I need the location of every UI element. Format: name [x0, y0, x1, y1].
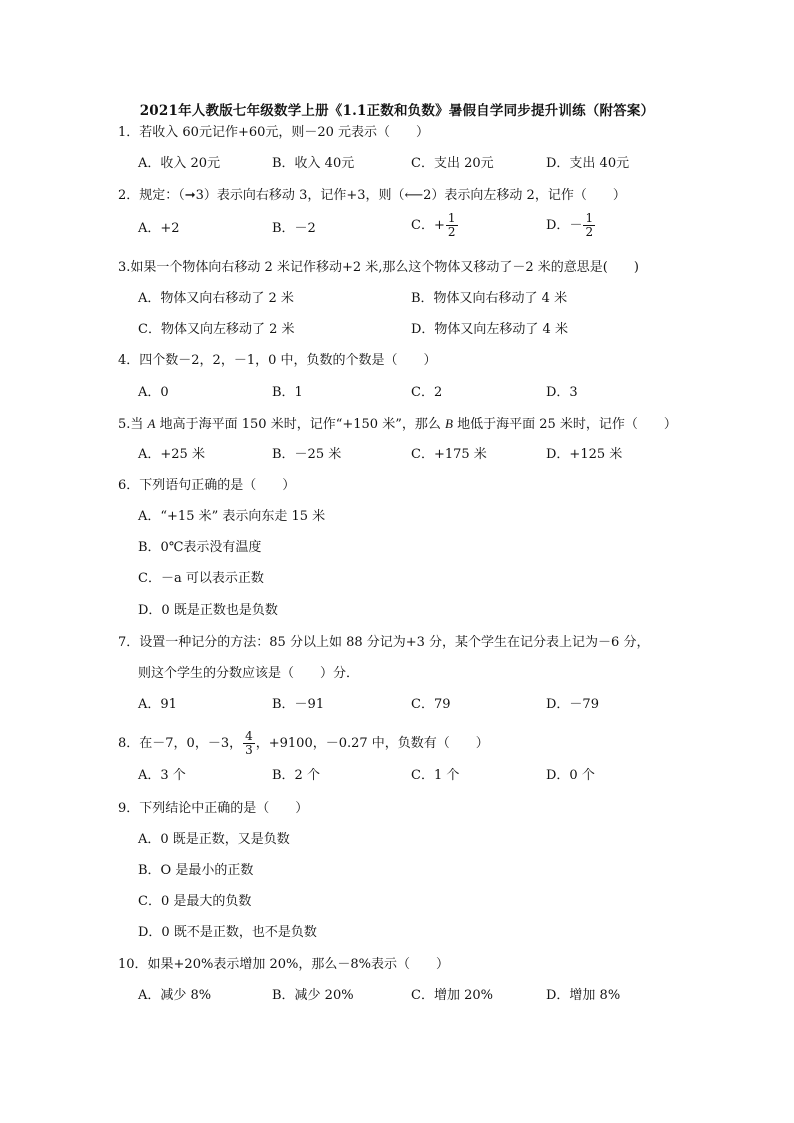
question-10-option-a: A．减少 8%	[138, 988, 212, 1003]
fraction	[446, 212, 458, 239]
question-8-option-b: B．2 个	[272, 768, 320, 783]
fraction-numerator: 1	[447, 211, 456, 225]
question-6-option-a: A．“+15 米” 表示向东走 15 米	[138, 509, 326, 524]
question-6-option-c: C．－a 可以表示正数	[138, 571, 264, 586]
fraction-denominator: 2	[447, 225, 456, 239]
question-6-stem: 6．下列语句正确的是（ ）	[118, 478, 296, 493]
question-3-option-c: C．物体又向左移动了 2 米	[138, 322, 295, 337]
fraction-numerator: 1	[585, 211, 594, 225]
question-8-option-a: A．3 个	[138, 768, 186, 783]
question-3-option-b: B．物体又向右移动了 4 米	[411, 291, 568, 306]
question-1-stem: 1．若收入 60元记作+60元，则－20 元表示（ ）	[118, 125, 430, 140]
question-9-option-d: D．0 既不是正数，也不是负数	[138, 925, 317, 940]
question-4-option-b: B．1	[272, 385, 303, 400]
question-9-stem: 9．下列结论中正确的是（ ）	[118, 801, 309, 816]
fraction-sign: －	[569, 217, 583, 233]
question-8-stem	[118, 730, 489, 757]
question-1-option-c: C．支出 20元	[411, 156, 494, 171]
question-7-stem: 7．设置一种记分的方法：85 分以上如 88 分记为+3 分，某个学生在记分表上记为－6 分，	[118, 635, 650, 650]
question-2-option-d	[546, 212, 596, 239]
question-10-option-d: D．增加 8%	[546, 988, 621, 1003]
question-4-option-a: A．0	[138, 385, 169, 400]
stem-text: 5.当	[118, 417, 148, 432]
fraction	[583, 212, 595, 239]
question-10-stem: 10．如果+20%表示增加 20%，那么－8%表示（ ）	[118, 957, 449, 972]
stem-text: 地低于海平面 25 米时，记作（ ）	[452, 417, 677, 432]
fraction	[243, 730, 255, 757]
question-7-option-b: B．－91	[272, 697, 325, 712]
option-label: D．	[546, 217, 570, 233]
question-4-stem: 4．四个数－2，2，－1，0 中，负数的个数是（ ）	[118, 353, 437, 368]
question-5-option-d: D．+125 米	[546, 447, 623, 462]
question-7-option-d: D．－79	[546, 697, 599, 712]
fraction-denominator: 3	[245, 743, 253, 757]
question-4-option-c: C．2	[411, 385, 443, 400]
question-1-option-b: B．收入 40元	[272, 156, 355, 171]
question-10-option-b: B．减少 20%	[272, 988, 354, 1003]
question-8-option-d: D．0 个	[546, 768, 595, 783]
question-1-option-d: D．支出 40元	[546, 156, 630, 171]
point-b-label: B	[444, 416, 453, 431]
question-9-option-a: A．0 既是正数，又是负数	[138, 832, 290, 847]
stem-text: 地高于海平面 150 米时，记作“+150 米”，那么	[155, 417, 445, 432]
question-3-option-d: D．物体又向左移动了 4 米	[411, 322, 568, 337]
question-6-option-d: D．0 既是正数也是负数	[138, 603, 278, 618]
fraction-denominator: 2	[585, 225, 594, 239]
question-5-option-a: A．+25 米	[138, 447, 205, 462]
question-8-option-c: C．1 个	[411, 768, 460, 783]
stem-text: ，+9100，－0.27 中，负数有（ ）	[255, 735, 489, 751]
question-3-stem: 3.如果一个物体向右移动 2 米记作移动+2 米,那么这个物体又移动了－2 米的意思是( )	[118, 260, 639, 275]
question-2-stem: 2．规定：（➞3）表示向右移动 3，记作+3，则（⟵2）表示向左移动 2，记作（ ）	[118, 188, 626, 203]
document-title: 2021年人教版七年级数学上册《1.1正数和负数》暑假自学同步提升训练（附答案）	[139, 103, 655, 119]
question-2-option-b: B．－2	[272, 221, 316, 236]
stem-text: 8．在－7，0，－3，	[118, 735, 243, 751]
question-6-option-b: B．0℃表示没有温度	[138, 540, 262, 555]
fraction-sign: +	[433, 217, 445, 233]
question-7-option-c: C．79	[411, 697, 451, 712]
point-a-label: A	[147, 416, 156, 431]
question-5-option-c: C．+175 米	[411, 447, 487, 462]
question-10-option-c: C．增加 20%	[411, 988, 493, 1003]
question-5-stem	[118, 415, 677, 434]
fraction-numerator: 4	[245, 729, 253, 743]
question-9-option-c: C．0 是最大的负数	[138, 894, 252, 909]
question-7-stem-continued: 则这个学生的分数应该是（ ）分．	[138, 666, 360, 681]
question-2-option-a: A．+2	[138, 221, 180, 236]
option-label: C．	[411, 217, 434, 233]
question-4-option-d: D．3	[546, 385, 578, 400]
question-3-option-a: A．物体又向右移动了 2 米	[138, 291, 294, 306]
question-5-option-b: B．－25 米	[272, 447, 342, 462]
question-2-option-c	[411, 212, 459, 239]
question-1-option-a: A．收入 20元	[138, 156, 221, 171]
question-9-option-b: B．O 是最小的正数	[138, 863, 254, 878]
question-7-option-a: A．91	[138, 697, 177, 712]
